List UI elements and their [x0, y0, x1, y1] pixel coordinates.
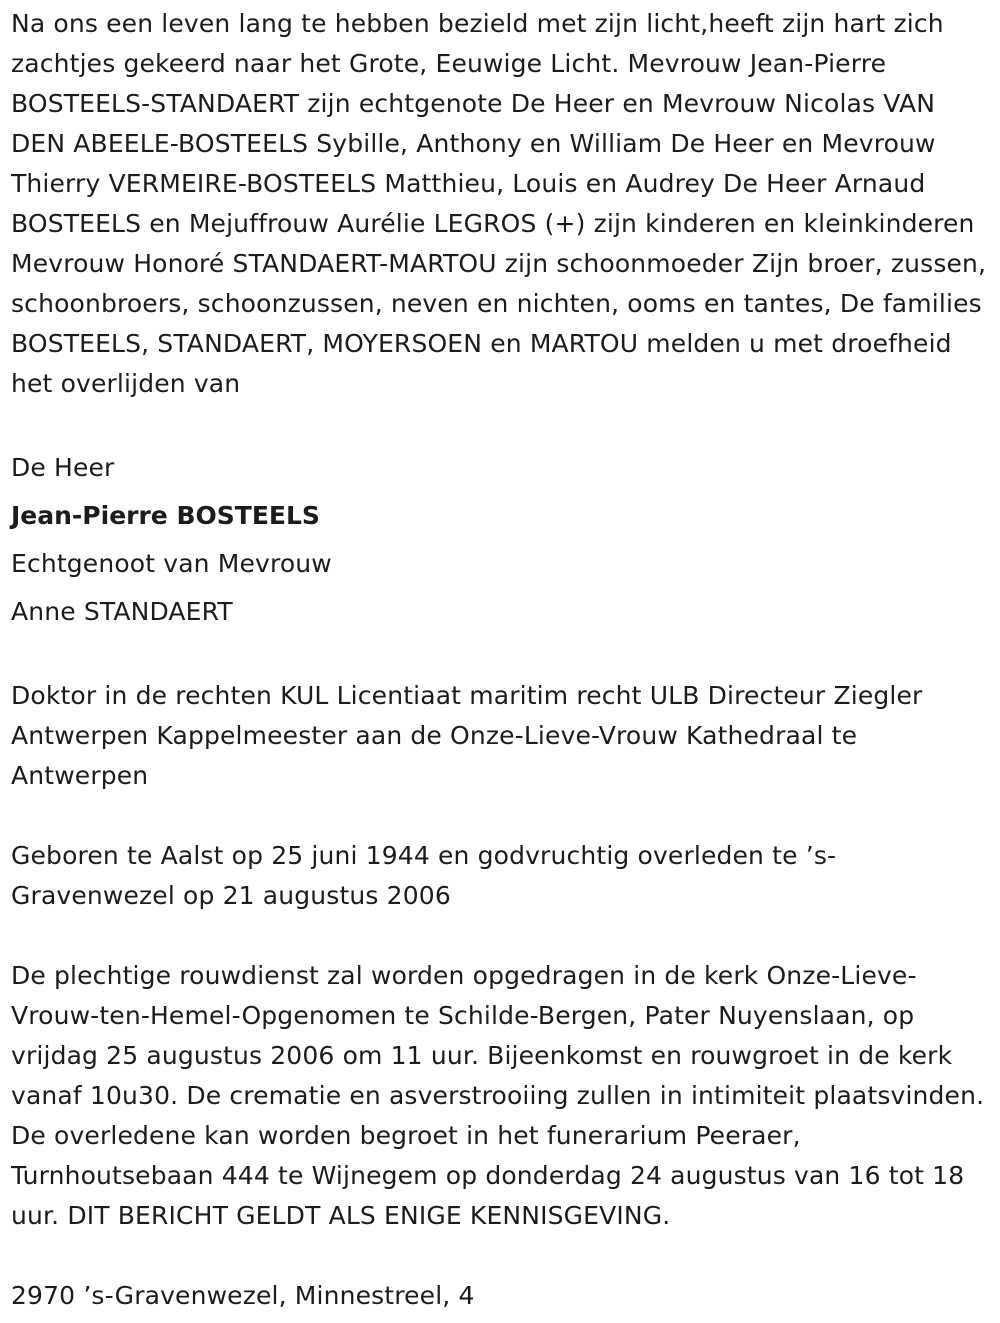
spacer: [11, 636, 991, 676]
obituary-notice: [11, 4, 991, 1316]
birth-death-paragraph: Geboren te Aalst op 25 juni 1944 en godvruchtig overleden te ’s-Gravenwezel op 21 augustus 2006: [11, 841, 837, 910]
spacer: [11, 404, 991, 444]
spacer: [11, 796, 991, 836]
profession-paragraph: Doktor in de rechten KUL Licentiaat maritim recht ULB Directeur Ziegler Antwerpen Kappelmeester aan de Onze-Lieve-Vrouw Kathedraal te Antwerpen: [11, 681, 923, 790]
spacer: [11, 916, 991, 956]
deceased-name: Jean-Pierre BOSTEELS: [11, 501, 320, 530]
intro-paragraph: Na ons een leven lang te hebben bezield met zijn licht,heeft zijn hart zich zachtjes gekeerd naar het Grote, Eeuwige Licht. Mevrouw Jean-Pierre BOSTEELS-STANDAERT zijn echtgenote De Heer en Mevrouw Nicolas VAN DEN ABEELE-BOSTEELS Sybille, Anthony en William De Heer en Mevrouw Thierry VERMEIRE-BOSTEELS Matthieu, Louis en Audrey De Heer Arnaud BOSTEELS en Mejuffrouw Aurélie LEGROS (+) zijn kinderen en kleinkinderen Mevrouw Honoré STANDAERT-MARTOU zijn schoonmoeder Zijn broer, zussen, schoonbroers, schoonzussen, neven en nichten, ooms en tantes, De families BOSTEELS, STANDAERT, MOYERSOEN en MARTOU melden u met droefheid het overlijden van: [11, 9, 987, 398]
title-prefix: De Heer: [11, 453, 115, 482]
spacer: [11, 1236, 991, 1276]
spouse-name: Anne STANDAERT: [11, 597, 233, 626]
service-paragraph: De plechtige rouwdienst zal worden opgedragen in de kerk Onze-Lieve-Vrouw-ten-Hemel-Opgenomen te Schilde-Bergen, Pater Nuyenslaan, op vrijdag 25 augustus 2006 om 11 uur. Bijeenkomst en rouwgroet in de kerk vanaf 10u30. De crematie en asverstrooiing zullen in intimiteit plaatsvinden. De overledene kan worden begroet in het funerarium Peeraer, Turnhoutsebaan 444 te Wijnegem op donderdag 24 augustus van 16 tot 18 uur. DIT BERICHT GELDT ALS ENIGE KENNISGEVING.: [11, 961, 985, 1230]
address-line: 2970 ’s-Gravenwezel, Minnestreel, 4: [11, 1281, 475, 1310]
spouse-line: Echtgenoot van Mevrouw: [11, 549, 332, 578]
deceased-heading: [11, 444, 991, 636]
